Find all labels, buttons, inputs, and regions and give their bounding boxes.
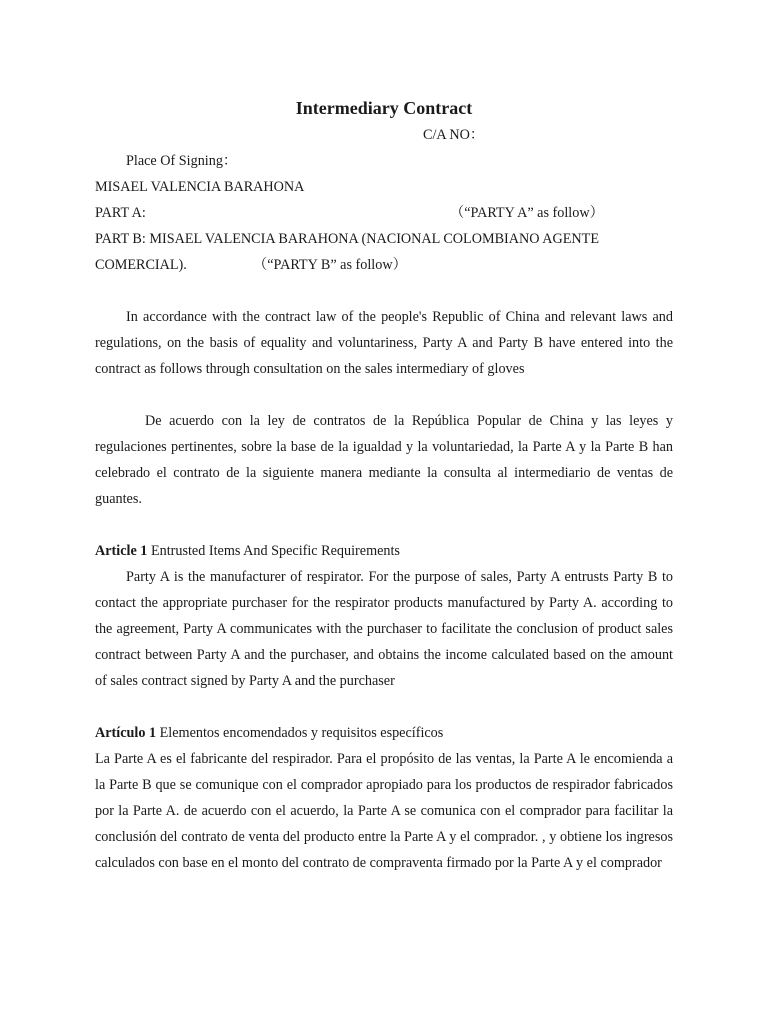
article-1-english-title: Entrusted Items And Specific Requirements [147,543,400,559]
spacer [95,694,673,720]
spacer [95,382,673,408]
document-title: Intermediary Contract [295,98,473,118]
part-a-row [95,200,673,226]
place-of-signing: Place Of Signing： [126,153,238,169]
part-a-label: PART A: [95,205,146,221]
article-1-english-label: Article 1 [95,543,148,559]
article-1-english-body: Party A is the manufacturer of respirator. For the purpose of sales, Party A entrusts Party B to contact the appropriate purchaser for the respirator products manufactured by Party A. according to the agreement, Party A communicates with the purchaser to facilitate the conclusion of product sales contract between Party A and the purchaser, and obtains the income calculated based on the amount of sales contract signed by Party A and the purchaser [95,569,673,689]
party-name-line: MISAEL VALENCIA BARAHONA [95,179,305,195]
part-b-line: PART B: MISAEL VALENCIA BARAHONA (NACIONAL COLOMBIANO AGENTE [95,231,600,247]
part-b-cont-row [95,252,673,278]
article-1-spanish-heading [95,720,673,746]
article-1-spanish-title: Elementos encomendados y requisitos específicos [156,725,444,741]
part-b-cont: COMERCIAL). [95,257,187,273]
part-a-note: （“PARTY A” as follow） [450,205,604,221]
contract-page [95,90,673,876]
article-1-spanish-body: La Parte A es el fabricante del respirador. Para el propósito de las ventas, la Parte A le encomienda a la Parte B que se comunique con el comprador apropiado para los productos de respirador fabricados por la Parte A. de acuerdo con el acuerdo, la Parte A se comunica con el comprador para facilitar la conclusión del contrato de venta del producto entre la Parte A y el comprador. , y obtiene los ingresos calculados con base en el monto del contrato de compraventa firmado por la Parte A y el comprador [95,751,673,871]
article-1-english-heading [95,538,673,564]
spacer [95,278,673,304]
spacer [95,512,673,538]
contract-number-label: C/A NO： [423,127,485,143]
intro-english-paragraph: In accordance with the contract law of the people's Republic of China and relevant laws and regulations, on the basis of equality and voluntariness, Party A and Party B have entered into the contract as follows through consultation on the sales intermediary of gloves [95,309,673,377]
intro-spanish-paragraph: De acuerdo con la ley de contratos de la República Popular de China y las leyes y regulaciones pertinentes, sobre la base de la igualdad y la voluntariedad, la Parte A y la Parte B han celebrado el contrato de la siguiente manera mediante la consulta al intermediario de ventas de guantes. [95,413,673,507]
article-1-spanish-label: Artículo 1 [95,725,157,741]
part-b-note: （“PARTY B” as follow） [253,257,407,273]
